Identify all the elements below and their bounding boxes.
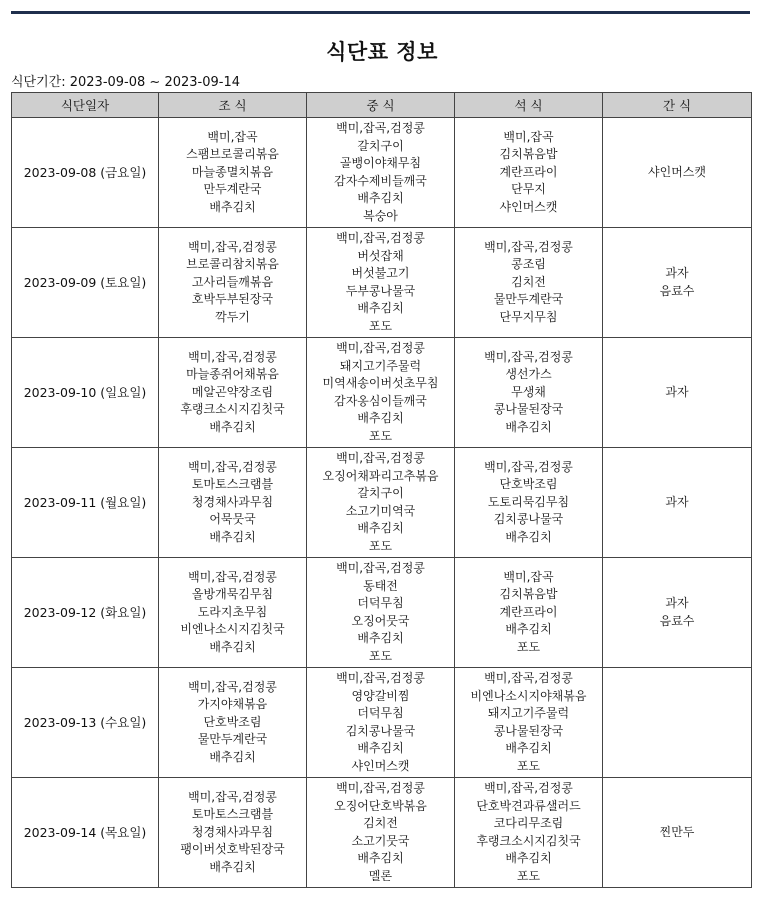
dinner-menu-item: 단호박견과류샐러드 bbox=[476, 798, 581, 813]
snack-menu-item: 과자 bbox=[665, 384, 689, 399]
breakfast-menu-item: 고사리들깨볶음 bbox=[191, 274, 274, 289]
snack-menu-item: 음료수 bbox=[659, 283, 695, 298]
lunch-menu-item: 백미,잡곡,검정콩 bbox=[336, 341, 425, 355]
dinner-cell bbox=[455, 558, 603, 668]
table-row bbox=[12, 338, 752, 448]
dinner-menu-item: 후랭크소시지김칫국 bbox=[476, 833, 581, 848]
dinner-menu-item: 도토리묵김무침 bbox=[487, 494, 570, 509]
meal-period: 식단기간: 2023-09-08 ~ 2023-09-14 bbox=[11, 75, 241, 90]
breakfast-menu-item: 물만두계란국 bbox=[197, 732, 268, 747]
lunch-menu-item: 배추김치 bbox=[357, 851, 404, 865]
lunch-menu-item: 동태전 bbox=[363, 578, 398, 593]
meal-date-cell: 2023-09-08 (금요일) bbox=[12, 118, 159, 228]
snack-menu-item: 샤인머스캣 bbox=[648, 164, 706, 179]
dinner-menu-item: 배추김치 bbox=[505, 622, 552, 637]
lunch-menu-item: 복숭아 bbox=[363, 208, 398, 223]
breakfast-menu-item: 브로콜리참치볶음 bbox=[186, 257, 279, 272]
breakfast-menu-item: 백미,잡곡,검정콩 bbox=[188, 239, 277, 254]
dinner-cell bbox=[455, 118, 603, 228]
dinner-menu-item: 김치콩나물국 bbox=[493, 512, 564, 527]
snack-cell bbox=[603, 338, 752, 448]
lunch-menu-item: 미역새송이버섯초무침 bbox=[322, 376, 439, 390]
dinner-menu-item: 계란프라이 bbox=[499, 604, 558, 619]
breakfast-menu-item: 비엔나소시지김칫국 bbox=[180, 622, 285, 637]
snack-cell bbox=[603, 778, 752, 888]
snack-menu-item: 과자 bbox=[665, 494, 689, 509]
lunch-menu-item: 골뱅이야채무침 bbox=[339, 156, 422, 170]
dinner-menu-item: 샤인머스캣 bbox=[499, 199, 558, 214]
dinner-menu-item: 코다리무조림 bbox=[493, 816, 564, 830]
dinner-menu-item: 배추김치 bbox=[505, 851, 552, 865]
header-snack: 간 식 bbox=[603, 93, 752, 118]
table-row bbox=[12, 448, 752, 558]
lunch-menu-item: 배추김치 bbox=[357, 631, 404, 645]
lunch-menu-item: 배추김치 bbox=[357, 191, 404, 205]
breakfast-cell bbox=[159, 668, 307, 778]
dinner-menu-item: 배추김치 bbox=[505, 419, 552, 434]
lunch-menu-item: 백미,잡곡,검정콩 bbox=[336, 671, 425, 685]
dinner-menu-item: 백미,잡곡,검정콩 bbox=[484, 349, 573, 364]
breakfast-menu-item: 마늘종쥐어채볶음 bbox=[186, 367, 279, 382]
dinner-menu-item: 단무지무침 bbox=[499, 309, 558, 324]
dinner-menu-item: 생선가스 bbox=[505, 367, 552, 382]
breakfast-menu-item: 백미,잡곡,검정콩 bbox=[188, 789, 277, 804]
lunch-menu-item: 백미,잡곡,검정콩 bbox=[336, 561, 425, 575]
breakfast-menu-item: 깍두기 bbox=[215, 309, 250, 324]
lunch-menu-item: 감자수제비들깨국 bbox=[334, 173, 427, 188]
dinner-menu-item: 단무지 bbox=[511, 182, 546, 197]
lunch-cell bbox=[307, 668, 455, 778]
header-lunch: 중 식 bbox=[307, 93, 455, 118]
snack-cell bbox=[603, 228, 752, 338]
dinner-menu-item: 배추김치 bbox=[505, 741, 552, 755]
meal-date-cell: 2023-09-09 (토요일) bbox=[12, 228, 159, 338]
dinner-menu-item: 포도 bbox=[516, 639, 541, 654]
dinner-menu-item: 콩나물된장국 bbox=[493, 723, 564, 738]
breakfast-menu-item: 백미,잡곡,검정콩 bbox=[188, 349, 277, 364]
breakfast-menu-item: 백미,잡곡 bbox=[207, 129, 258, 144]
breakfast-menu-item: 호박두부된장국 bbox=[191, 292, 274, 307]
dinner-menu-item: 콩나물된장국 bbox=[493, 402, 564, 417]
breakfast-menu-item: 토마토스크램블 bbox=[191, 477, 274, 492]
dinner-menu-item: 단호박조림 bbox=[499, 477, 558, 492]
lunch-cell bbox=[307, 338, 455, 448]
dinner-menu-item: 백미,잡곡 bbox=[503, 569, 554, 584]
breakfast-menu-item: 배추김치 bbox=[209, 749, 256, 764]
table-row bbox=[12, 558, 752, 668]
table-row bbox=[12, 668, 752, 778]
breakfast-menu-item: 어묵뭇국 bbox=[209, 512, 256, 527]
lunch-menu-item: 백미,잡곡,검정콩 bbox=[336, 231, 425, 245]
meal-date-cell: 2023-09-14 (목요일) bbox=[12, 778, 159, 888]
breakfast-menu-item: 배추김치 bbox=[209, 639, 256, 654]
dinner-menu-item: 포도 bbox=[516, 758, 541, 773]
lunch-menu-item: 포도 bbox=[368, 428, 393, 443]
lunch-menu-item: 포도 bbox=[368, 318, 393, 333]
lunch-menu-item: 배추김치 bbox=[357, 301, 404, 315]
dinner-cell bbox=[455, 448, 603, 558]
header-dinner: 석 식 bbox=[455, 93, 603, 118]
table-row bbox=[12, 228, 752, 338]
lunch-cell bbox=[307, 558, 455, 668]
table-row bbox=[12, 118, 752, 228]
lunch-menu-item: 오징어채꽈리고추볶음 bbox=[322, 468, 439, 483]
lunch-menu-item: 소고기뭇국 bbox=[351, 833, 410, 848]
breakfast-menu-item: 만두계란국 bbox=[203, 182, 262, 197]
table-header-row bbox=[12, 93, 752, 118]
top-divider-bar bbox=[11, 11, 750, 14]
breakfast-menu-item: 팽이버섯호박된장국 bbox=[180, 842, 285, 857]
breakfast-menu-item: 가지야채볶음 bbox=[197, 697, 268, 712]
snack-cell bbox=[603, 448, 752, 558]
lunch-menu-item: 오징어단호박볶음 bbox=[334, 798, 427, 813]
breakfast-menu-item: 배추김치 bbox=[209, 199, 256, 214]
lunch-cell bbox=[307, 228, 455, 338]
dinner-menu-item: 콩조림 bbox=[511, 257, 546, 272]
lunch-menu-item: 영양갈비찜 bbox=[351, 688, 410, 703]
table-body bbox=[12, 118, 752, 888]
snack-menu-item: 과자 bbox=[665, 266, 689, 280]
breakfast-cell bbox=[159, 118, 307, 228]
dinner-menu-item: 배추김치 bbox=[505, 529, 552, 544]
lunch-menu-item: 돼지고기주물럭 bbox=[339, 358, 422, 373]
meal-plan-table bbox=[11, 92, 752, 888]
lunch-menu-item: 소고기미역국 bbox=[345, 503, 416, 518]
table-row bbox=[12, 778, 752, 888]
lunch-menu-item: 백미,잡곡,검정콩 bbox=[336, 451, 425, 465]
lunch-cell bbox=[307, 118, 455, 228]
header-breakfast: 조 식 bbox=[159, 93, 307, 118]
lunch-menu-item: 김치콩나물국 bbox=[345, 723, 416, 738]
lunch-menu-item: 배추김치 bbox=[357, 521, 404, 535]
lunch-cell bbox=[307, 778, 455, 888]
breakfast-cell bbox=[159, 228, 307, 338]
breakfast-cell bbox=[159, 448, 307, 558]
dinner-menu-item: 백미,잡곡,검정콩 bbox=[484, 239, 573, 254]
header-date: 식단일자 bbox=[12, 93, 159, 118]
page-title: 식단표 정보 bbox=[326, 40, 438, 64]
lunch-menu-item: 더덕무침 bbox=[357, 706, 404, 720]
dinner-menu-item: 김치볶음밥 bbox=[499, 587, 558, 602]
meal-date-cell: 2023-09-11 (월요일) bbox=[12, 448, 159, 558]
dinner-menu-item: 돼지고기주물럭 bbox=[487, 706, 570, 720]
breakfast-menu-item: 배추김치 bbox=[209, 859, 256, 874]
breakfast-menu-item: 메알곤약장조림 bbox=[191, 384, 274, 399]
dinner-menu-item: 김치볶음밥 bbox=[499, 147, 558, 162]
breakfast-menu-item: 토마토스크램블 bbox=[191, 807, 274, 822]
meal-date-cell: 2023-09-10 (일요일) bbox=[12, 338, 159, 448]
lunch-menu-item: 배추김치 bbox=[357, 411, 404, 425]
dinner-menu-item: 백미,잡곡,검정콩 bbox=[484, 671, 573, 685]
lunch-menu-item: 백미,잡곡,검정콩 bbox=[336, 781, 425, 795]
lunch-menu-item: 버섯잡채 bbox=[357, 248, 404, 263]
dinner-menu-item: 포도 bbox=[516, 868, 541, 883]
dinner-cell bbox=[455, 778, 603, 888]
breakfast-menu-item: 백미,잡곡,검정콩 bbox=[188, 569, 277, 584]
meal-date-cell: 2023-09-12 (화요일) bbox=[12, 558, 159, 668]
breakfast-menu-item: 백미,잡곡,검정콩 bbox=[188, 459, 277, 474]
breakfast-menu-item: 배추김치 bbox=[209, 419, 256, 434]
dinner-menu-item: 물만두계란국 bbox=[493, 292, 564, 307]
breakfast-menu-item: 청경채사과무침 bbox=[191, 824, 274, 839]
snack-menu-item: 찐만두 bbox=[659, 824, 695, 839]
lunch-cell bbox=[307, 448, 455, 558]
lunch-menu-item: 갈치구이 bbox=[357, 138, 404, 153]
dinner-menu-item: 무생채 bbox=[511, 384, 546, 399]
breakfast-cell bbox=[159, 778, 307, 888]
snack-cell bbox=[603, 668, 752, 778]
breakfast-menu-item: 마늘종멸치볶음 bbox=[191, 164, 274, 179]
snack-menu-item: 과자 bbox=[665, 596, 689, 610]
snack-menu-item: 음료수 bbox=[659, 613, 695, 628]
breakfast-cell bbox=[159, 558, 307, 668]
lunch-menu-item: 포도 bbox=[368, 538, 393, 553]
dinner-menu-item: 계란프라이 bbox=[499, 164, 558, 179]
dinner-menu-item: 김치전 bbox=[511, 274, 546, 289]
lunch-menu-item: 오징어뭇국 bbox=[351, 613, 410, 628]
breakfast-menu-item: 도라지초무침 bbox=[197, 604, 268, 619]
meal-date-cell: 2023-09-13 (수요일) bbox=[12, 668, 159, 778]
breakfast-cell bbox=[159, 338, 307, 448]
breakfast-menu-item: 배추김치 bbox=[209, 529, 256, 544]
lunch-menu-item: 감자옹심이들깨국 bbox=[334, 393, 427, 408]
dinner-menu-item: 비엔나소시지야채볶음 bbox=[470, 688, 587, 703]
lunch-menu-item: 버섯불고기 bbox=[351, 266, 410, 280]
breakfast-menu-item: 올방개묵김무침 bbox=[191, 587, 274, 602]
lunch-menu-item: 멜론 bbox=[368, 868, 393, 883]
breakfast-menu-item: 스팸브로콜리볶음 bbox=[186, 147, 279, 162]
snack-cell bbox=[603, 558, 752, 668]
lunch-menu-item: 백미,잡곡,검정콩 bbox=[336, 121, 425, 135]
lunch-menu-item: 포도 bbox=[368, 648, 393, 663]
dinner-menu-item: 백미,잡곡 bbox=[503, 129, 554, 144]
lunch-menu-item: 김치전 bbox=[363, 816, 398, 830]
dinner-cell bbox=[455, 668, 603, 778]
breakfast-menu-item: 단호박조림 bbox=[203, 714, 262, 729]
snack-cell bbox=[603, 118, 752, 228]
lunch-menu-item: 더덕무침 bbox=[357, 596, 404, 610]
breakfast-menu-item: 청경채사과무침 bbox=[191, 494, 274, 509]
dinner-menu-item: 백미,잡곡,검정콩 bbox=[484, 459, 573, 474]
breakfast-menu-item: 후랭크소시지김칫국 bbox=[180, 402, 285, 417]
lunch-menu-item: 배추김치 bbox=[357, 741, 404, 755]
breakfast-menu-item: 백미,잡곡,검정콩 bbox=[188, 679, 277, 694]
dinner-cell bbox=[455, 338, 603, 448]
dinner-menu-item: 백미,잡곡,검정콩 bbox=[484, 781, 573, 795]
lunch-menu-item: 샤인머스캣 bbox=[351, 758, 410, 773]
dinner-cell bbox=[455, 228, 603, 338]
lunch-menu-item: 갈치구이 bbox=[357, 486, 404, 500]
lunch-menu-item: 두부콩나물국 bbox=[345, 283, 416, 298]
